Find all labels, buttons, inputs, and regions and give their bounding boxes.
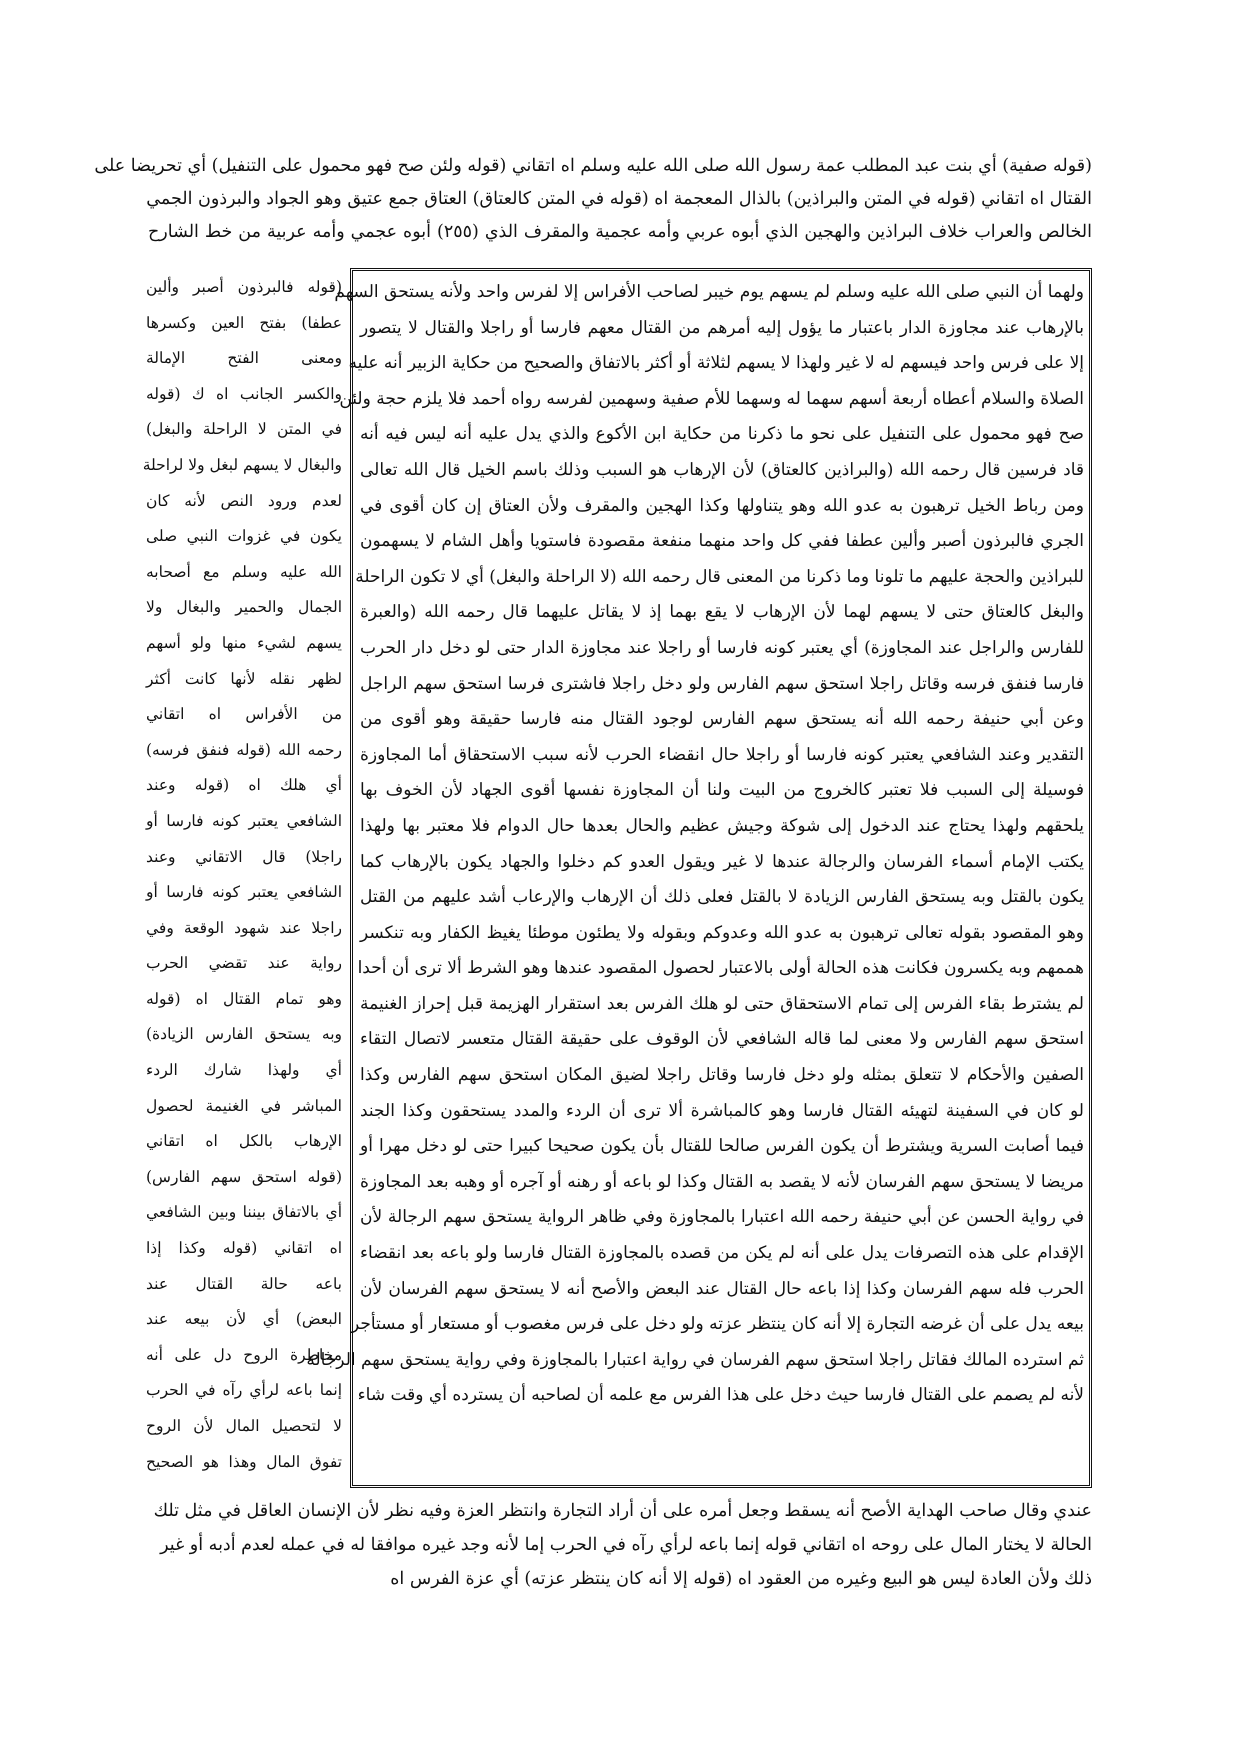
margin-line: أي ولهذا شارك الردء bbox=[146, 1061, 342, 1080]
margin-line: تفوق المال وهذا هو الصحيح bbox=[146, 1452, 342, 1471]
margin-line: لظهر نقله لأنها كانت أكثر bbox=[146, 669, 342, 688]
margin-line: راجلا عند شهود الوقعة وفي bbox=[146, 918, 342, 937]
margin-line: أي هلك اه (قوله وعند bbox=[146, 776, 342, 795]
main-line: ومن رباط الخيل ترهبون به عدو الله وهو يتناولها وكذا الهجين والمقرف ولأن العتاق إن كان أقوى في bbox=[360, 495, 1084, 516]
margin-line: (قوله استحق سهم الفارس) bbox=[146, 1167, 342, 1186]
margin-line: الجمال والحمير والبغال ولا bbox=[146, 598, 342, 617]
main-line: إلا على فرس واحد فيسهم له لا غير ولهذا لا يسهم لثلاثة أو أكثر بالاتفاق والصحيح من حكاية الزبير أنه عليه bbox=[348, 353, 1084, 374]
main-line: لم يشترط بقاء الفرس إلى تمام الاستحقاق حتى لو هلك الفرس بعد استقرار الهزيمة قبل إحراز الغنيمة bbox=[360, 993, 1084, 1014]
margin-line: الإرهاب بالكل اه اتقاني bbox=[146, 1132, 342, 1151]
margin-line: رحمه الله (قوله فنفق فرسه) bbox=[146, 740, 342, 759]
margin-line: اه اتقاني (قوله وكذا إذا bbox=[146, 1239, 342, 1258]
margin-line: المباشر في الغنيمة لحصول bbox=[146, 1096, 342, 1115]
margin-line: لا لتحصيل المال لأن الروح bbox=[146, 1417, 342, 1435]
main-line: وهو المقصود بقوله تعالى ترهبون به عدو الله وعدوكم وبقوله ولا يطئون موطئا يغيظ الكفار وبه تنكسر bbox=[360, 922, 1084, 943]
main-line: في رواية الحسن عن أبي حنيفة رحمه الله اعتبارا بالمجاوزة وفي ظاهر الرواية يستحق سهم الرجالة لأن bbox=[360, 1207, 1084, 1228]
main-line: الحرب فله سهم الفرسان وكذا إذا باعه حال القتال عند البعض والأصح أنه لا يستحق سهم الفرسان لأن bbox=[360, 1278, 1084, 1299]
margin-line: باعه حالة القتال عند bbox=[146, 1274, 342, 1293]
header-line: الخالص والعراب خلاف البراذين والهجين الذي أبوه عربي وأمه عجمية والمقرف الذي (٢٥٥) أبوه عجمي وأمه عربية من خط الشارح bbox=[148, 222, 1092, 242]
main-line: التقدير وعند الشافعي يعتبر كونه فارسا أو راجلا حال انقضاء الحرب لأنه سبب الاستحقاق أما المجاوزة bbox=[360, 744, 1084, 765]
main-line: قاد فرسين قال رحمه الله (والبراذين كالعتاق) لأن الإرهاب هو السبب وذلك باسم الخيل قال الله تعالى bbox=[360, 459, 1084, 480]
margin-line: وهو تمام القتال اه (قوله bbox=[146, 989, 342, 1008]
header-commentary bbox=[94, 150, 1092, 249]
main-line: وعن أبي حنيفة رحمه الله أنه يستحق سهم الفارس لوجود القتال منه فارسا حقيقة وهو أقوى من bbox=[360, 709, 1084, 730]
margin-line: في المتن لا الراحلة والبغل) bbox=[146, 420, 342, 439]
margin-line: راجلا) قال الاتقاني وعند bbox=[146, 847, 342, 866]
footer-line: ذلك ولأن العادة ليس هو البيع وغيره من العقود اه (قوله إلا أنه كان ينتظر عزته) أي عزة الفرس اه bbox=[390, 1569, 1092, 1589]
margin-line: ومعنى الفتح الإمالة bbox=[146, 349, 342, 368]
margin-line: يكون في غزوات النبي صلى bbox=[146, 527, 342, 546]
main-line: والبغل كالعتاق حتى لا يسهم لهما لأن الإرهاب لا يقع بهما إذ لا يقاتل عليهما قال رحمه الله (والعبرة bbox=[360, 602, 1084, 623]
margin-line: وبه يستحق الفارس الزيادة) bbox=[146, 1025, 342, 1044]
main-text bbox=[306, 275, 1084, 1414]
main-line: فوسيلة إلى السبب فلا تعتبر كالخروج من البيت ولنا أن المجاوزة نفسها أقوى الجهاد لأن الخوف بها bbox=[360, 780, 1084, 801]
margin-line: الله عليه وسلم مع أصحابه bbox=[146, 562, 342, 581]
main-line: بيعه يدل على أن غرضه التجارة إلا أنه كان ينتظر عزته ولو دخل على فرس مغصوب أو مستعار أو مستأجر bbox=[350, 1314, 1084, 1335]
main-line: الجري فالبرذون أصبر وألين عطفا ففي كل واحد منهما منفعة مقصودة فاستويا وأهل الشام لا يسهمون bbox=[360, 531, 1084, 552]
header-line: (قوله صفية) أي بنت عبد المطلب عمة رسول الله صلى الله عليه وسلم اه اتقاني (قوله ولئن صح فهو محمول على التنفيل) أي تحريضا على bbox=[94, 156, 1092, 176]
main-line: للبراذين والحجة عليهم ما تلونا وما ذكرنا من المعنى قال رحمه الله (لا الراحلة والبغل) أي لا تكون الراحلة bbox=[355, 566, 1084, 587]
main-line: لو كان في السفينة لتهيئه القتال فارسا وهو كالمباشرة ألا ترى أن الردء والمدد يستحقون وكذا الجند bbox=[360, 1100, 1084, 1121]
main-line: فارسا فنفق فرسه وقاتل راجلا استحق سهم الفارس ولو دخل راجلا فاشترى فرسا استحق سهم الراجل bbox=[360, 673, 1084, 694]
header-line: القتال اه اتقاني (قوله في المتن والبراذين) بالذال المعجمة اه (قوله في المتن كالعتاق) العتاق جمع عتيق وهو الجواد والبرذون الجمي bbox=[146, 189, 1092, 209]
main-line: يكتب الإمام أسماء الفرسان والرجالة عندها لا غير ويقول العدو كم دخلوا والجهاد يكون بالإرهاب كما bbox=[360, 851, 1084, 872]
margin-line: رواية عند تقضي الحرب bbox=[146, 954, 342, 973]
main-line: الصفين والأحكام لا تتعلق بمثله ولو دخل فارسا وقاتل راجلا لضيق المكان استحق سهم الفارس وكذا bbox=[360, 1065, 1084, 1086]
main-line: للفارس والراجل عند المجاوزة) أي يعتبر كونه فارسا أو راجلا عند مجاوزة الدار حتى لو دخل دار الحرب bbox=[360, 637, 1084, 658]
main-line: استحق سهم الفارس ولا معنى لما قاله الشافعي لأن الوقوف على حقيقة القتال متعسر لاتصال التقاء bbox=[360, 1029, 1084, 1050]
main-line: الصلاة والسلام أعطاه أربعة أسهم سهما له وسهما للأم صفية وسهمين لفرسه رواه أحمد فلا يلزم حجة ولئن bbox=[339, 388, 1084, 409]
main-line: لأنه لم يصمم على القتال فارسا حيث دخل على هذا الفرس مع علمه أن لصاحبه أن يسترده أي وقت شاء bbox=[357, 1385, 1084, 1406]
main-line: بالإرهاب عند مجاوزة الدار باعتبار ما يؤول إليه أمرهم من القتال معهم فارسا أو راجلا والقتال لا يتصور bbox=[360, 317, 1084, 338]
footer-commentary bbox=[153, 1494, 1092, 1596]
footer-line: الحالة لا يختار المال على روحه اه اتقاني قوله إنما باعه لرأي رآه في الحرب إما لأنه وجد غيره موافقا له في عمله لعدم أدبه أو غير bbox=[160, 1535, 1092, 1555]
margin-line: (قوله فالبرذون أصبر وألين bbox=[146, 278, 342, 296]
margin-line: البعض) أي لأن بيعه عند bbox=[146, 1310, 342, 1329]
margin-line: يسهم لشيء منها ولو أسهم bbox=[146, 633, 342, 652]
margin-line: لعدم ورود النص لأنه كان bbox=[146, 491, 342, 510]
main-line: ولهما أن النبي صلى الله عليه وسلم لم يسهم يوم خيبر لصاحب الأفراس إلا لفرس واحد ولأنه يستحق السهم bbox=[334, 282, 1084, 302]
main-line: صح فهو محمول على التنفيل على نحو ما ذكرنا من حكاية ابن الأكوع والذي يدل عليه أنه ليس فيه أنه bbox=[360, 424, 1084, 445]
main-line: ثم استرده المالك فقاتل راجلا استحق سهم الفرسان في رواية اعتبارا بالمجاوزة وفي رواية يستحق سهم الرجالة bbox=[306, 1349, 1084, 1370]
margin-line: عطفا) بفتح العين وكسرها bbox=[146, 313, 342, 332]
main-line: الإقدام على هذه التصرفات يدل على أنه لم يكن من قصده بالمجاوزة القتال فارسا ولو باعه بعد انقضاء bbox=[360, 1243, 1084, 1264]
margin-commentary bbox=[142, 270, 342, 1480]
margin-line: الشافعي يعتبر كونه فارسا أو bbox=[146, 883, 342, 902]
margin-line: والبغال لا يسهم لبغل ولا لراحلة bbox=[142, 455, 342, 474]
footer-line: عندي وقال صاحب الهداية الأصح أنه يسقط وجعل أمره على أن أراد التجارة وانتظر العزة وفيه نظر لأن الإنسان العاقل في مثل تلك bbox=[153, 1501, 1092, 1521]
main-line: مريضا لا يستحق سهم الفرسان لأنه لا يقصد به القتال وكذا لو باعه أو رهنه أو آجره أو وهبه بعد المجاوزة bbox=[360, 1171, 1084, 1192]
main-line: يكون بالقتل وبه يستحق الفارس الزيادة لا بالقتل فعلى ذلك أن الإرهاب والإرعاب أشد عليهم من القتل bbox=[360, 887, 1084, 908]
margin-line: والكسر الجانب اه ك (قوله bbox=[146, 384, 342, 403]
margin-line: أي بالاتفاق بيننا وبين الشافعي bbox=[146, 1203, 342, 1222]
main-line: فيما أصابت السرية ويشترط أن يكون الفرس صالحا للقتال بأن يكون صحيحا كبيرا حتى لو دخل مهرا أو bbox=[360, 1136, 1084, 1157]
margin-line: مخاطرة الروح دل على أنه bbox=[146, 1345, 342, 1364]
margin-line: من الأفراس اه اتقاني bbox=[146, 705, 342, 724]
main-line: هممهم وبه يكسرون فكانت هذه الحالة أولى بالاعتبار لحصول المقصود عندها وهو الشرط ألا ترى أن أحدا bbox=[357, 958, 1084, 979]
main-line: يلحقهم ولهذا يحتاج عند الدخول إلى شوكة وجيش عظيم والحال بعدها حال الدوام فلا معتبر بها ولهذا bbox=[360, 815, 1084, 836]
margin-line: الشافعي يعتبر كونه فارسا أو bbox=[146, 811, 342, 830]
margin-line: إنما باعه لرأي رآه في الحرب bbox=[146, 1381, 342, 1400]
